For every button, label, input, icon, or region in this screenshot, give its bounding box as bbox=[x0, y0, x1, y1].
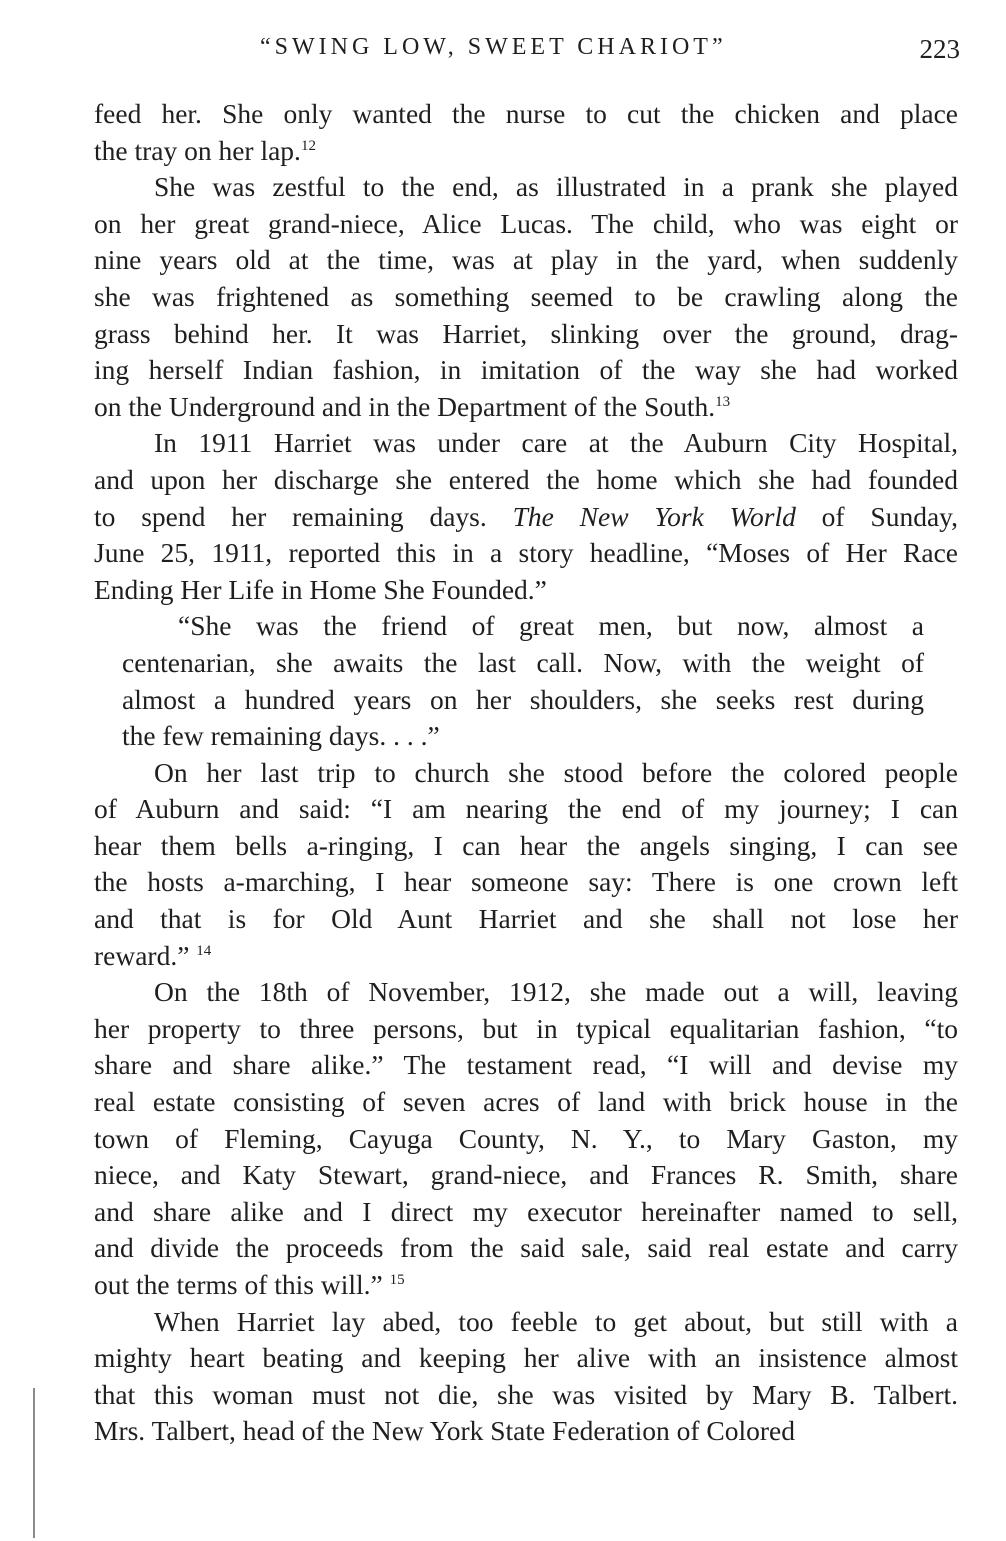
line-text: June 25, 1911, reported this in a story headline, “Moses of Her Race bbox=[94, 537, 958, 569]
footnote-marker: 15 bbox=[389, 1271, 405, 1288]
line-text: and share alike and I direct my executor hereinafter named to sell, bbox=[94, 1195, 958, 1227]
block-quote bbox=[94, 608, 958, 754]
line-text: on her great grand-niece, Alice Lucas. The child, who was eight or bbox=[94, 207, 958, 239]
line-text: town of Fleming, Cayuga County, N. Y., to Mary Gaston, my bbox=[94, 1122, 958, 1154]
text-line bbox=[94, 425, 958, 462]
text-line bbox=[94, 1157, 958, 1194]
paragraph bbox=[94, 425, 958, 608]
line-text: niece, and Katy Stewart, grand-niece, and Frances R. Smith, share bbox=[94, 1159, 958, 1191]
running-head bbox=[90, 34, 960, 68]
page-number: 223 bbox=[919, 34, 960, 64]
text-line bbox=[94, 1121, 958, 1158]
line-text: and that is for Old Aunt Harriet and she shall not lose her bbox=[94, 903, 958, 935]
text-line bbox=[94, 133, 958, 170]
line-text: to spend her remaining days. The New York World of Sunday, bbox=[94, 500, 959, 532]
line-text: her property to three persons, but in typical equalitarian fashion, “to bbox=[94, 1012, 958, 1044]
text-line bbox=[94, 242, 958, 279]
text-line bbox=[94, 535, 958, 572]
text-line bbox=[94, 1011, 958, 1048]
text-line bbox=[94, 279, 958, 316]
footnote-marker: 13 bbox=[715, 393, 731, 410]
text-line bbox=[94, 645, 958, 682]
line-text: real estate consisting of seven acres of land with brick house in the bbox=[94, 1086, 958, 1118]
text-line bbox=[94, 1267, 958, 1304]
text-line bbox=[94, 901, 958, 938]
line-text: On her last trip to church she stood before the colored people bbox=[154, 756, 958, 788]
text-line bbox=[94, 682, 958, 719]
line-text: mighty heart beating and keeping her alive with an insistence almost bbox=[94, 1342, 958, 1374]
paragraph bbox=[94, 169, 958, 425]
text-line bbox=[94, 1230, 958, 1267]
running-title: “SWING LOW, SWEET CHARIOT” bbox=[260, 34, 727, 60]
footnote-marker: 14 bbox=[196, 942, 212, 959]
line-text: reward.” bbox=[94, 939, 197, 971]
text-line bbox=[94, 938, 958, 975]
text-line bbox=[94, 1377, 958, 1414]
line-text: centenarian, she awaits the last call. Now, with the weight of bbox=[122, 646, 924, 678]
line-text: the tray on her lap. bbox=[94, 134, 301, 166]
text-line bbox=[94, 1413, 958, 1450]
line-text: and divide the proceeds from the said sale, said real estate and carry bbox=[94, 1232, 958, 1264]
line-text: hear them bells a-ringing, I can hear the angels singing, I can see bbox=[94, 829, 958, 861]
text-line bbox=[94, 572, 958, 609]
text-line bbox=[94, 608, 958, 645]
line-text: Mrs. Talbert, head of the New York State Federation of Colored bbox=[94, 1415, 795, 1447]
text-line bbox=[94, 974, 958, 1011]
line-text: nine years old at the time, was at play in the yard, when suddenly bbox=[94, 244, 958, 276]
line-text: on the Underground and in the Department of the South. bbox=[94, 390, 716, 422]
paragraph bbox=[94, 974, 958, 1303]
text-line bbox=[94, 462, 958, 499]
line-text: that this woman must not die, she was visited by Mary B. Talbert. bbox=[94, 1378, 958, 1410]
paragraph bbox=[94, 1304, 958, 1450]
line-text: In 1911 Harriet was under care at the Auburn City Hospital, bbox=[154, 427, 958, 459]
line-text: the hosts a-marching, I hear someone say: There is one crown left bbox=[94, 866, 958, 898]
text-line bbox=[94, 1304, 958, 1341]
line-text: grass behind her. It was Harriet, slinking over the ground, drag- bbox=[94, 317, 958, 349]
text-line bbox=[94, 206, 958, 243]
paragraph bbox=[94, 96, 958, 169]
line-text: When Harriet lay abed, too feeble to get about, but still with a bbox=[154, 1305, 958, 1337]
text-line bbox=[94, 1047, 958, 1084]
text-line bbox=[94, 791, 958, 828]
text-line bbox=[94, 1340, 958, 1377]
text-line bbox=[94, 389, 958, 426]
line-text: feed her. She only wanted the nurse to cut the chicken and place bbox=[94, 98, 958, 129]
text-line bbox=[94, 1194, 958, 1231]
text-line bbox=[94, 864, 958, 901]
line-text: she was frightened as something seemed to be crawling along the bbox=[94, 280, 958, 312]
text-line bbox=[94, 316, 958, 353]
text-line bbox=[94, 718, 958, 755]
text-line bbox=[94, 96, 958, 133]
line-text: ing herself Indian fashion, in imitation of the way she had worked bbox=[94, 354, 958, 386]
line-text: out the terms of this will.” bbox=[94, 1269, 390, 1300]
line-text: Ending Her Life in Home She Founded.” bbox=[94, 573, 547, 605]
text-line bbox=[94, 352, 958, 389]
line-text: of Auburn and said: “I am nearing the end of my journey; I can bbox=[94, 793, 958, 825]
text-line bbox=[94, 1084, 958, 1121]
line-text: “She was the friend of great men, but now, almost a bbox=[178, 610, 924, 642]
margin-scan-mark bbox=[33, 1388, 35, 1538]
text-line bbox=[94, 499, 958, 536]
body-text bbox=[94, 96, 958, 1450]
text-line bbox=[94, 169, 958, 206]
line-text: almost a hundred years on her shoulders, she seeks rest during bbox=[122, 683, 924, 715]
line-text: and upon her discharge she entered the home which she had founded bbox=[94, 463, 958, 495]
line-text: share and share alike.” The testament read, “I will and devise my bbox=[94, 1049, 958, 1081]
paragraph bbox=[94, 755, 958, 975]
text-line bbox=[94, 755, 958, 792]
footnote-marker: 12 bbox=[300, 137, 316, 154]
text-line bbox=[94, 828, 958, 865]
line-text: On the 18th of November, 1912, she made out a will, leaving bbox=[154, 976, 958, 1008]
line-text: She was zestful to the end, as illustrated in a prank she played bbox=[154, 171, 958, 203]
newspaper-title: The New York World bbox=[512, 500, 796, 532]
line-text: the few remaining days. . . .” bbox=[122, 720, 440, 752]
